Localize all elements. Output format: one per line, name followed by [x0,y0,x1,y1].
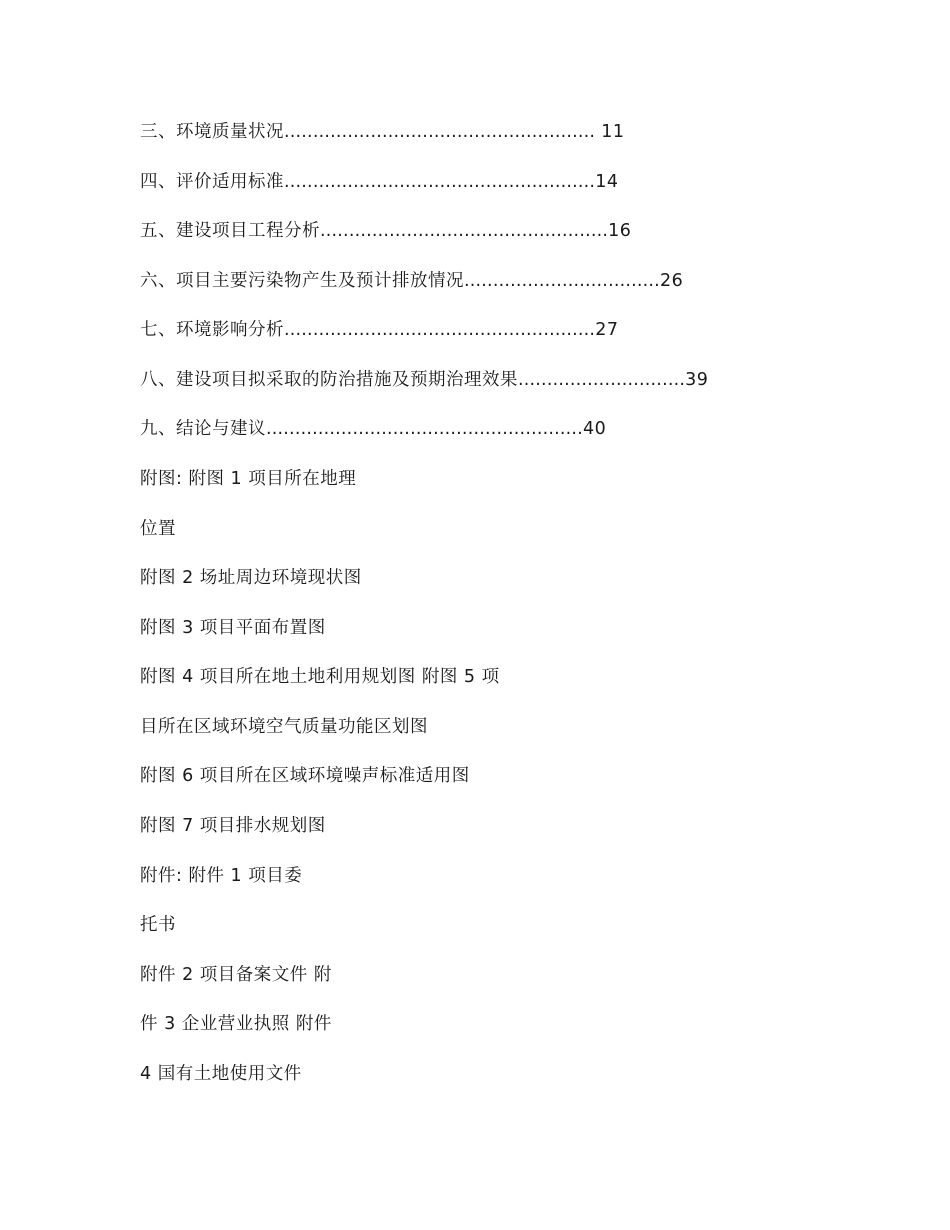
appendix-line: 附图 4 项目所在地土地利用规划图 附图 5 项 [140,667,500,687]
toc-entry[interactable] [140,318,618,342]
toc-leader-dots: .................................. [464,271,660,291]
toc-entry[interactable] [140,368,708,392]
toc-entry[interactable] [140,120,625,144]
toc-leader-dots: ....................................................... [266,419,583,439]
toc-entry[interactable] [140,219,631,243]
toc-page-number: 26 [659,271,684,291]
toc-page-number: 14 [595,172,619,192]
toc-title: 八、建设项目拟采取的防治措施及预期治理效果 [140,370,518,390]
appendix-line: 附图: 附图 1 项目所在地理 [140,469,357,489]
appendix-line: 件 3 企业营业执照 附件 [140,1014,332,1034]
toc-entry[interactable] [140,417,606,441]
appendix-line: 托书 [140,915,176,935]
appendix-line: 附图 2 场址周边环境现状图 [140,568,362,588]
appendix-line: 位置 [140,519,176,539]
toc-title: 六、项目主要污染物产生及预计排放情况 [140,271,464,291]
toc-title: 三、环境质量状况 [140,122,284,142]
toc-entry[interactable] [140,269,683,293]
toc-title: 九、结论与建议 [140,419,266,439]
toc-leader-dots: ............................. [518,370,686,390]
toc-title: 五、建设项目工程分析 [140,221,320,241]
appendix-line: 附件 2 项目备案文件 附 [140,965,332,985]
toc-page-number: 39 [685,370,709,390]
appendix-line: 4 国有土地使用文件 [140,1064,302,1084]
toc-title: 四、评价适用标准 [140,172,284,192]
toc-page-number: 27 [595,320,619,340]
toc-leader-dots: ...................................................... [284,320,596,340]
toc-entry[interactable] [140,170,618,194]
appendix-line: 附件: 附件 1 项目委 [140,866,303,886]
appendix-line: 附图 3 项目平面布置图 [140,618,326,638]
toc-page-number: 11 [595,122,625,142]
toc-leader-dots: ...................................................... [284,172,596,192]
appendix-line: 附图 6 项目所在区域环境噪声标准适用图 [140,766,470,786]
toc-leader-dots: ...................................................... [284,122,596,142]
appendix-line: 目所在区域环境空气质量功能区划图 [140,717,428,737]
toc-page-number: 40 [582,419,607,439]
toc-page-number: 16 [608,221,632,241]
toc-title: 七、环境影响分析 [140,320,284,340]
toc-leader-dots: .................................................. [320,221,609,241]
appendix-line: 附图 7 项目排水规划图 [140,816,326,836]
